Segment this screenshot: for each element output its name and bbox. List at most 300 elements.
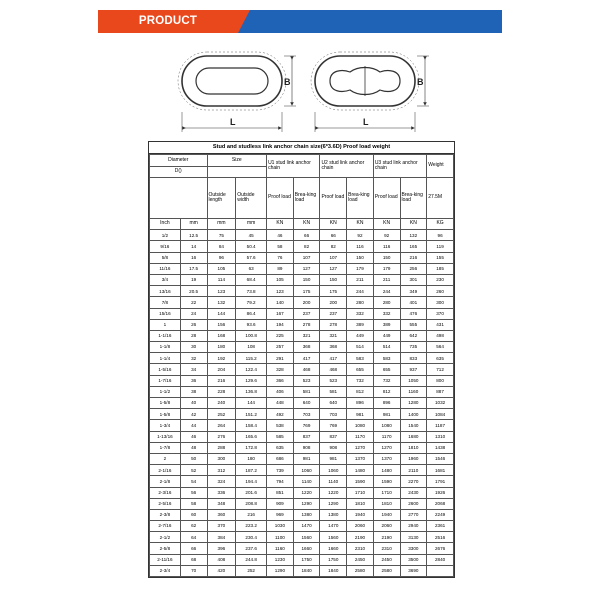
table-cell: 1080 <box>373 420 400 431</box>
table-row <box>150 509 454 520</box>
table-cell: 66 <box>293 230 320 241</box>
table-cell: 45 <box>236 230 267 241</box>
table-cell: 237 <box>293 308 320 319</box>
table-cell: 57.6 <box>236 252 267 263</box>
table-cell: 2516 <box>427 532 454 543</box>
table-cell: 1750 <box>320 554 347 565</box>
table-cell: 280 <box>347 297 374 308</box>
spec-table <box>149 154 454 577</box>
table-cell: 1032 <box>427 398 454 409</box>
table-cell: 58 <box>180 498 207 509</box>
table-cell: 1290 <box>267 565 294 576</box>
table-cell: 389 <box>373 319 400 330</box>
table-cell: 84 <box>207 241 236 252</box>
table-cell: 1480 <box>373 465 400 476</box>
table-cell: 155 <box>427 252 454 263</box>
table-cell: 82 <box>293 241 320 252</box>
table-row <box>150 476 454 487</box>
table-cell: 2190 <box>347 532 374 543</box>
table-row <box>150 565 454 576</box>
table-cell: 12.5 <box>180 230 207 241</box>
table-cell: 384 <box>207 532 236 543</box>
table-cell: 1680 <box>400 431 427 442</box>
table-cell: 150 <box>293 274 320 285</box>
table-row <box>150 409 454 420</box>
table-cell: 20.5 <box>180 286 207 297</box>
table-cell: 194.4 <box>236 476 267 487</box>
table-cell: 156 <box>207 319 236 330</box>
table-cell: 1710 <box>347 487 374 498</box>
table-cell: 30 <box>180 342 207 353</box>
table-cell: 132 <box>400 230 427 241</box>
table-cell: 812 <box>347 386 374 397</box>
stud-link-drawing <box>311 52 429 132</box>
table-cell: 54 <box>180 476 207 487</box>
table-cell: 19 <box>180 274 207 285</box>
studless-length-label: L <box>230 117 236 127</box>
table-cell: 349 <box>400 286 427 297</box>
table-cell: 2770 <box>400 509 427 520</box>
table-row <box>150 353 454 364</box>
table-cell: 150 <box>320 274 347 285</box>
table-cell: 1940 <box>373 509 400 520</box>
table-cell: 1 <box>150 319 181 330</box>
table-cell: 168 <box>207 330 236 341</box>
table-cell: 1750 <box>293 554 320 565</box>
table-cell: 360 <box>207 509 236 520</box>
table-cell: 105 <box>207 263 236 274</box>
table-cell: 300 <box>427 297 454 308</box>
table-cell: 837 <box>293 431 320 442</box>
table-cell: 908 <box>320 442 347 453</box>
table-row <box>150 498 454 509</box>
spec-table-container <box>148 141 455 578</box>
table-cell: 278 <box>293 319 320 330</box>
table-cell: 735 <box>400 342 427 353</box>
table-cell: 2060 <box>373 521 400 532</box>
table-cell: 1140 <box>293 476 320 487</box>
table-cell: 640 <box>293 398 320 409</box>
unit-cell: KN <box>400 219 427 230</box>
table-cell: 76 <box>267 252 294 263</box>
table-cell: 240 <box>207 398 236 409</box>
table-cell: 538 <box>267 420 294 431</box>
table-cell: 2-5/16 <box>150 498 181 509</box>
table-cell: 642 <box>400 330 427 341</box>
table-cell: 312 <box>207 465 236 476</box>
table-cell: 140 <box>267 297 294 308</box>
table-cell: 523 <box>293 375 320 386</box>
table-cell: 3130 <box>400 532 427 543</box>
table-cell: 712 <box>427 364 454 375</box>
table-cell: 66 <box>320 230 347 241</box>
table-cell: 2060 <box>347 521 374 532</box>
table-cell: 2-3/8 <box>150 509 181 520</box>
table-cell: 1170 <box>347 431 374 442</box>
table-cell: 1290 <box>320 498 347 509</box>
table-cell: 3500 <box>400 554 427 565</box>
table-cell: 158.4 <box>236 420 267 431</box>
table-cell: 981 <box>320 453 347 464</box>
table-cell: 564 <box>427 342 454 353</box>
table-cell: 348 <box>207 498 236 509</box>
table-cell: 1840 <box>293 565 320 576</box>
diameter-sub-header: D() <box>150 166 208 178</box>
table-row <box>150 319 454 330</box>
table-cell: 24 <box>180 308 207 319</box>
table-cell: 237 <box>320 308 347 319</box>
table-cell: 96 <box>427 230 454 241</box>
table-cell: 1840 <box>320 565 347 576</box>
table-cell: 237.6 <box>236 543 267 554</box>
table-cell: 1170 <box>373 431 400 442</box>
table-cell: 129.6 <box>236 375 267 386</box>
table-cell: 396 <box>207 543 236 554</box>
table-cell: 93.6 <box>236 319 267 330</box>
table-cell: 44 <box>180 420 207 431</box>
table-cell: 70 <box>180 565 207 576</box>
table-cell: 179 <box>373 263 400 274</box>
table-cell: 1030 <box>267 521 294 532</box>
table-row <box>150 487 454 498</box>
table-cell: 401 <box>400 297 427 308</box>
unit-cell: KN <box>347 219 374 230</box>
table-cell: 370 <box>207 521 236 532</box>
table-cell: 252 <box>236 565 267 576</box>
table-cell: 732 <box>373 375 400 386</box>
u1-breaking-header: Brea-king load <box>293 178 320 219</box>
table-cell: 703 <box>293 409 320 420</box>
table-cell: 1140 <box>320 476 347 487</box>
table-cell: 1810 <box>373 498 400 509</box>
table-cell: 22 <box>180 297 207 308</box>
table-cell: 769 <box>293 420 320 431</box>
table-cell: 635 <box>427 353 454 364</box>
banner-title: PRODUCT SPECIFICATION <box>98 10 238 33</box>
table-cell: 1160 <box>267 543 294 554</box>
table-cell: 1-1/8 <box>150 342 181 353</box>
table-cell: 9/16 <box>150 241 181 252</box>
table-cell: 640 <box>320 398 347 409</box>
table-cell: 132 <box>207 297 236 308</box>
table-cell: 150 <box>373 252 400 263</box>
table-row <box>150 521 454 532</box>
table-cell: 256 <box>400 263 427 274</box>
table-cell: 252 <box>207 409 236 420</box>
table-cell: 406 <box>267 386 294 397</box>
table-cell: 1/2 <box>150 230 181 241</box>
table-cell: 211 <box>373 274 400 285</box>
studless-width-label: B <box>284 77 291 87</box>
table-cell: 1060 <box>320 465 347 476</box>
weight-sub-header: 27.5M <box>427 178 454 219</box>
table-cell: 300 <box>207 453 236 464</box>
table-cell: 981 <box>347 409 374 420</box>
table-cell: 492 <box>267 409 294 420</box>
table-row <box>150 252 454 263</box>
table-cell: 107 <box>293 252 320 263</box>
table-cell: 108 <box>236 342 267 353</box>
table-cell: 127 <box>320 263 347 274</box>
table-cell: 833 <box>400 353 427 364</box>
table-cell: 1270 <box>347 442 374 453</box>
table-cell: 2-1/8 <box>150 476 181 487</box>
table-cell: 32 <box>180 353 207 364</box>
table-cell: 739 <box>267 465 294 476</box>
table-cell: 812 <box>373 386 400 397</box>
table-cell: 389 <box>347 319 374 330</box>
table-cell: 68.4 <box>236 274 267 285</box>
table-cell: 175 <box>320 286 347 297</box>
table-row <box>150 532 454 543</box>
table-cell: 288 <box>207 442 236 453</box>
table-row <box>150 375 454 386</box>
table-cell: 468 <box>320 364 347 375</box>
table-cell: 105 <box>267 274 294 285</box>
u3-proof-header: Proof load <box>373 178 400 219</box>
table-cell: 1-5/8 <box>150 409 181 420</box>
table-cell: 48 <box>180 442 207 453</box>
table-cell: 523 <box>320 375 347 386</box>
table-cell: 1270 <box>373 442 400 453</box>
table-row <box>150 330 454 341</box>
u2-breaking-header: Brea-king load <box>347 178 374 219</box>
table-cell: 68 <box>180 554 207 565</box>
table-cell: 1084 <box>427 409 454 420</box>
table-cell: 187.2 <box>236 465 267 476</box>
table-cell: 216 <box>236 509 267 520</box>
table-cell: 2 <box>150 453 181 464</box>
table-row <box>150 263 454 274</box>
table-cell: 2-1/2 <box>150 532 181 543</box>
table-cell: 96 <box>207 252 236 263</box>
unit-cell: KG <box>427 219 454 230</box>
table-cell: 476 <box>400 308 427 319</box>
table-cell: 583 <box>347 353 374 364</box>
table-cell: 1-7/8 <box>150 442 181 453</box>
table-cell: 581 <box>293 386 320 397</box>
table-cell: 1-5/8 <box>150 398 181 409</box>
table-cell: 981 <box>373 409 400 420</box>
table-cell: 408 <box>207 554 236 565</box>
table-cell: 1810 <box>347 498 374 509</box>
table-cell: 1-1/4 <box>150 353 181 364</box>
table-cell: 1810 <box>400 442 427 453</box>
table-cell: 449 <box>347 330 374 341</box>
table-cell: 230 <box>427 274 454 285</box>
table-cell: 2580 <box>347 565 374 576</box>
table-cell: 3690 <box>400 565 427 576</box>
table-cell: 1100 <box>267 532 294 543</box>
table-cell: 92 <box>373 230 400 241</box>
table-cell: 2-3/16 <box>150 487 181 498</box>
table-cell: 1187 <box>427 420 454 431</box>
unit-cell: mm <box>180 219 207 230</box>
unit-cell: KN <box>267 219 294 230</box>
table-cell: 2450 <box>347 554 374 565</box>
table-cell: 2310 <box>373 543 400 554</box>
table-cell: 514 <box>373 342 400 353</box>
table-cell: 301 <box>400 274 427 285</box>
table-cell: 73.8 <box>236 286 267 297</box>
table-cell: 185 <box>427 263 454 274</box>
table-cell: 244 <box>347 286 374 297</box>
table-cell: 1050 <box>400 375 427 386</box>
table-cell: 1290 <box>293 498 320 509</box>
table-cell: 1080 <box>347 420 374 431</box>
table-cell: 225 <box>267 330 294 341</box>
table-cell: 732 <box>347 375 374 386</box>
stud-length-label: L <box>363 117 369 127</box>
table-cell: 179 <box>347 263 374 274</box>
table-cell: 1380 <box>293 509 320 520</box>
table-cell: 2310 <box>347 543 374 554</box>
unit-cell: mm <box>207 219 236 230</box>
table-cell: 1370 <box>347 453 374 464</box>
table-cell: 2068 <box>427 498 454 509</box>
table-cell: 16 <box>180 252 207 263</box>
table-cell: 794 <box>267 476 294 487</box>
table-cell: 655 <box>347 364 374 375</box>
chain-link-drawings <box>170 42 440 137</box>
table-cell: 417 <box>320 353 347 364</box>
table-cell: 167 <box>267 308 294 319</box>
table-cell: 278 <box>320 319 347 330</box>
table-cell: 26 <box>180 319 207 330</box>
table-cell: 332 <box>347 308 374 319</box>
table-cell: 585 <box>267 431 294 442</box>
table-cell: 431 <box>427 319 454 330</box>
table-row <box>150 342 454 353</box>
table-cell: 276 <box>207 431 236 442</box>
table-cell: 336 <box>207 487 236 498</box>
table-row <box>150 453 454 464</box>
size-sub-blank <box>207 166 267 178</box>
table-cell: 116 <box>373 241 400 252</box>
table-cell: 15/16 <box>150 308 181 319</box>
table-cell: 420 <box>207 565 236 576</box>
table-cell: 1660 <box>320 543 347 554</box>
table-cell: 1-7/16 <box>150 375 181 386</box>
table-cell: 800 <box>427 375 454 386</box>
diameter-blank <box>150 178 208 219</box>
unit-cell: KN <box>373 219 400 230</box>
table-cell: 260 <box>427 286 454 297</box>
table-cell: 11/16 <box>150 263 181 274</box>
table-cell: 2840 <box>427 554 454 565</box>
table-cell: 75 <box>207 230 236 241</box>
weight-header: Weight <box>427 155 454 178</box>
table-cell: 200 <box>293 297 320 308</box>
banner-tab-edge <box>238 10 250 33</box>
table-cell: 58 <box>267 241 294 252</box>
table-cell: 1060 <box>293 465 320 476</box>
table-cell: 216 <box>207 375 236 386</box>
table-cell: 13/16 <box>150 286 181 297</box>
table-cell: 2450 <box>373 554 400 565</box>
table-cell: 2270 <box>400 476 427 487</box>
table-cell: 2-5/8 <box>150 543 181 554</box>
table-cell: 887 <box>427 386 454 397</box>
table-row <box>150 431 454 442</box>
table-row <box>150 442 454 453</box>
table-cell: 172.8 <box>236 442 267 453</box>
u2-header: U2 stud link anchor chain <box>320 155 373 178</box>
table-cell: 56 <box>180 487 207 498</box>
table-cell: 1940 <box>347 509 374 520</box>
table-cell: 2430 <box>400 487 427 498</box>
table-cell: 321 <box>293 330 320 341</box>
table-cell: 34 <box>180 364 207 375</box>
table-cell: 64 <box>180 532 207 543</box>
table-cell: 63 <box>236 263 267 274</box>
table-cell: 66 <box>180 543 207 554</box>
table-cell: 1-1/16 <box>150 330 181 341</box>
table-cell: 119 <box>427 241 454 252</box>
table-cell: 257 <box>267 342 294 353</box>
table-cell: 1230 <box>267 554 294 565</box>
table-cell: 79.2 <box>236 297 267 308</box>
table-cell: 1-13/16 <box>150 431 181 442</box>
table-cell: 115.2 <box>236 353 267 364</box>
table-row <box>150 554 454 565</box>
table-cell: 114 <box>207 274 236 285</box>
table-cell: 1660 <box>293 543 320 554</box>
section-banner <box>98 10 502 50</box>
table-cell: 2580 <box>373 565 400 576</box>
table-cell: 280 <box>373 297 400 308</box>
unit-row <box>150 219 454 230</box>
table-cell: 366 <box>267 375 294 386</box>
table-cell: 127 <box>293 263 320 274</box>
outside-width-header: Outside width <box>236 178 267 219</box>
table-cell: 2190 <box>373 532 400 543</box>
table-cell: 2-1/16 <box>150 465 181 476</box>
table-cell: 321 <box>320 330 347 341</box>
table-cell: 92 <box>347 230 374 241</box>
table-cell: 370 <box>427 308 454 319</box>
table-cell: 328 <box>267 364 294 375</box>
table-cell: 216 <box>400 252 427 263</box>
u1-header: U1 stud link anchor chain <box>267 155 320 178</box>
table-cell: 50 <box>180 453 207 464</box>
table-cell: 703 <box>320 409 347 420</box>
table-cell: 1560 <box>320 532 347 543</box>
table-cell: 230.4 <box>236 532 267 543</box>
table-cell: 228 <box>207 386 236 397</box>
table-cell: 46 <box>267 230 294 241</box>
table-cell: 1310 <box>427 431 454 442</box>
table-cell: 3300 <box>400 543 427 554</box>
table-cell: 1470 <box>293 521 320 532</box>
table-cell: 686 <box>267 453 294 464</box>
table-cell: 50.4 <box>236 241 267 252</box>
u2-proof-header: Proof load <box>320 178 347 219</box>
table-cell: 769 <box>320 420 347 431</box>
table-cell: 981 <box>293 453 320 464</box>
table-cell: 937 <box>400 364 427 375</box>
table-cell: 151.2 <box>236 409 267 420</box>
table-cell: 82 <box>320 241 347 252</box>
table-cell: 1-3/4 <box>150 420 181 431</box>
table-cell: 86.4 <box>236 308 267 319</box>
table-cell: 1540 <box>400 420 427 431</box>
table-cell: 2676 <box>427 543 454 554</box>
table-cell: 468 <box>293 364 320 375</box>
table-cell: 2-7/16 <box>150 521 181 532</box>
table-cell: 38 <box>180 386 207 397</box>
size-header: Size <box>207 155 267 167</box>
